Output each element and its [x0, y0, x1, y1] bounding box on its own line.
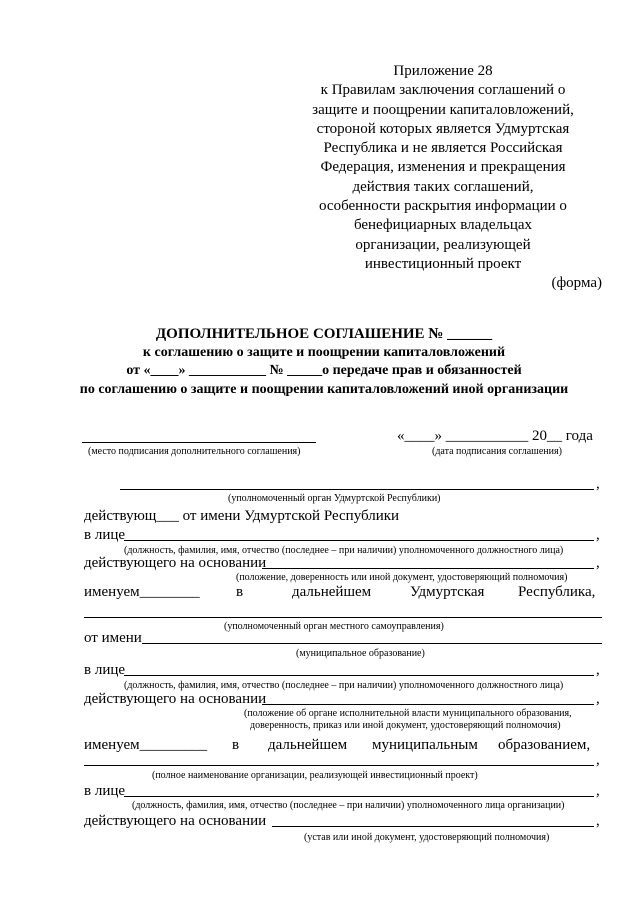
person-line[interactable]	[124, 540, 594, 541]
basis-label: действующего на основании	[84, 691, 267, 707]
appendix-header	[290, 62, 596, 274]
form-label: (форма)	[551, 275, 602, 291]
named-word: именуем________	[84, 584, 200, 600]
person-line[interactable]	[124, 796, 594, 797]
place-line[interactable]	[82, 442, 316, 443]
basis-caption: (положение об органе исполнительной власти муниципального образования,	[244, 708, 572, 719]
agreement-subtitle: от «____» ___________ № _____о передаче прав и обязанностей	[126, 363, 522, 378]
appendix-line: к Правилам заключения соглашений о	[320, 82, 566, 99]
person-caption: (должность, фамилия, имя, отчество (последнее – при наличии) уполномоченного лица организации)	[132, 800, 565, 811]
basis-caption: доверенность, приказ или иной документ, удостоверяющий полномочия)	[250, 720, 561, 731]
agreement-title: ДОПОЛНИТЕЛЬНОЕ СОГЛАШЕНИЕ № ______	[155, 326, 493, 342]
appendix-line: действия таких соглашений,	[352, 178, 534, 195]
municipal-caption: (муниципальное образование)	[296, 648, 425, 659]
comma: ,	[596, 691, 600, 707]
named-word: в	[236, 584, 244, 600]
basis-line[interactable]	[262, 704, 594, 705]
appendix-line: Федерация, изменения и прекращения	[320, 159, 566, 176]
appendix-line: защите и поощрении капиталовложений,	[312, 101, 574, 118]
basis-line[interactable]	[272, 826, 594, 827]
named-word: Республика,	[518, 584, 596, 600]
person-caption: (должность, фамилия, имя, отчество (последнее – при наличии) уполномоченного должностного лица)	[124, 545, 564, 556]
agreement-subtitle: по соглашению о защите и поощрении капиталовложений иной организации	[79, 382, 569, 397]
agreement-subtitle: к соглашению о защите и поощрении капиталовложений	[142, 345, 506, 360]
comma: ,	[596, 752, 600, 768]
in-person-label: в лице	[84, 783, 126, 799]
basis-label: действующего на основании	[84, 813, 267, 829]
named-word: муниципальным	[372, 737, 478, 753]
municipal-organ-caption: (уполномоченный орган местного самоуправления)	[224, 621, 444, 632]
place-caption: (место подписания дополнительного соглашения)	[88, 446, 301, 457]
comma: ,	[596, 476, 600, 492]
person-caption: (должность, фамилия, имя, отчество (последнее – при наличии) уполномоченного должностного лица)	[124, 680, 564, 691]
municipal-line[interactable]	[142, 643, 602, 644]
basis-caption: (устав или иной документ, удостоверяющий полномочия)	[304, 832, 550, 843]
organ-caption: (уполномоченный орган Удмуртской Республики)	[228, 493, 441, 504]
in-person-label: в лице	[84, 527, 126, 543]
appendix-line: Приложение 28	[393, 63, 493, 79]
comma: ,	[596, 662, 600, 678]
comma: ,	[596, 555, 600, 571]
appendix-line: особенности раскрытия информации о	[319, 198, 567, 215]
named-word: Удмуртская	[410, 584, 485, 600]
basis-caption: (положение, доверенность или иной документ, удостоверяющий полномочия)	[236, 572, 568, 583]
comma: ,	[596, 813, 600, 829]
person-line[interactable]	[124, 675, 594, 676]
municipal-organ-line[interactable]	[84, 617, 602, 618]
in-person-label: в лице	[84, 662, 126, 678]
basis-line[interactable]	[262, 568, 594, 569]
acting-text: действующ___ от имени Удмуртской Республики	[84, 508, 400, 524]
date-caption: (дата подписания соглашения)	[432, 446, 562, 457]
organ-line[interactable]	[120, 489, 594, 490]
appendix-line: бенефициарных владельцах	[353, 217, 533, 234]
on-behalf-label: от имени	[84, 630, 142, 646]
date-field[interactable]: «____» ___________ 20__ года	[397, 428, 593, 444]
named-word: в	[232, 737, 240, 753]
organization-line[interactable]	[84, 765, 594, 766]
named-word: именуем_________	[84, 737, 208, 753]
named-word: дальнейшем	[268, 737, 348, 753]
organization-caption: (полное наименование организации, реализующей инвестиционный проект)	[152, 770, 478, 781]
appendix-line: Республика и не является Российская	[323, 140, 563, 157]
appendix-line: инвестиционный проект	[364, 255, 522, 272]
basis-label: действующего на основании	[84, 555, 267, 571]
named-word: образованием,	[498, 737, 591, 753]
appendix-line: стороной которых является Удмуртская	[316, 120, 570, 137]
appendix-line: организации, реализующей	[355, 236, 531, 253]
comma: ,	[596, 527, 600, 543]
comma: ,	[596, 783, 600, 799]
named-word: дальнейшем	[292, 584, 372, 600]
